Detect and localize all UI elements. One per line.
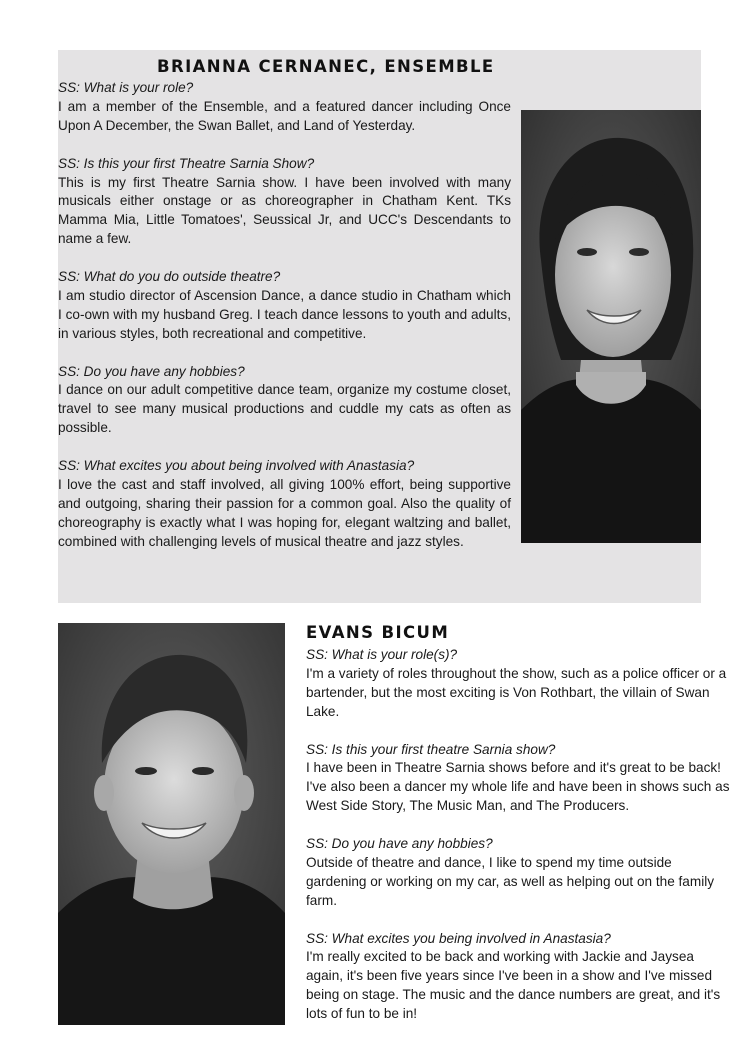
answer: I have been in Theatre Sarnia shows before and it's great to be back! I've also been a dancer my whole life and have been in shows such as West Side Story, The Music Man, and The Producers. xyxy=(306,760,730,814)
answer: I love the cast and staff involved, all giving 100% effort, being supportive and outgoing, sharing their passion for a common goal. Also the quality of choreography is exactly what I was hoping for, elegant waltzing and ballet, combined with challenging levels of musical theatre and jazz styles. xyxy=(58,476,511,549)
question: SS: Is this your first Theatre Sarnia Show? xyxy=(58,155,315,171)
question: SS: What excites you about being involved with Anastasia? xyxy=(58,458,415,474)
answer: I'm a variety of roles throughout the show, such as a police officer or a bartender, but the most exciting is Von Rothbart, the villain of Swan Lake. xyxy=(306,665,727,719)
portrait-illustration xyxy=(58,623,285,1025)
answer: Outside of theatre and dance, I like to spend my time outside gardening or working on my car, as well as helping out on the family farm. xyxy=(306,854,715,908)
question: SS: Do you have any hobbies? xyxy=(58,363,245,379)
question: SS: What excites you being involved in Anastasia? xyxy=(306,930,611,946)
question: SS: What do you do outside theatre? xyxy=(58,269,281,285)
profile-name-evans: EVANS BICUM xyxy=(306,623,450,642)
portrait-photo-evans xyxy=(58,623,285,1025)
answer: I dance on our adult competitive dance team, organize my costume closet, travel to see many musical productions and cuddle my cats as often as possible. xyxy=(58,382,511,436)
answer: I'm really excited to be back and working with Jackie and Jaysea again, it's been five years since I've been in a show and I've missed being on stage. The music and the dance numbers are great, and it's lots of fun to be in! xyxy=(306,949,721,1022)
answer: I am a member of the Ensemble, and a featured dancer including Once Upon A December, the Swan Ballet, and Land of Yesterday. xyxy=(58,98,511,133)
question: SS: What is your role? xyxy=(58,80,194,95)
profile-text-evans xyxy=(306,646,732,1024)
answer: I am studio director of Ascension Dance, a dance studio in Chatham which I co-own with my husband Greg. I teach dance lessons to youth and adults, in various styles, both recreational and competitive. xyxy=(58,287,511,341)
question: SS: What is your role(s)? xyxy=(306,647,458,662)
answer: This is my first Theatre Sarnia show. I have been involved with many musicals either onstage or as choreographer in Chatham Kent. TKs Mamma Mia, Little Tomatoes', Seussical Jr, and UCC's Descendants to name a few. xyxy=(58,174,511,247)
profile-name-brianna: BRIANNA CERNANEC, ENSEMBLE xyxy=(157,57,495,76)
portrait-photo-brianna xyxy=(521,110,701,543)
profile-text-brianna xyxy=(58,79,511,552)
portrait-illustration xyxy=(521,110,701,543)
question: SS: Is this your first theatre Sarnia show? xyxy=(306,741,556,757)
question: SS: Do you have any hobbies? xyxy=(306,836,493,852)
